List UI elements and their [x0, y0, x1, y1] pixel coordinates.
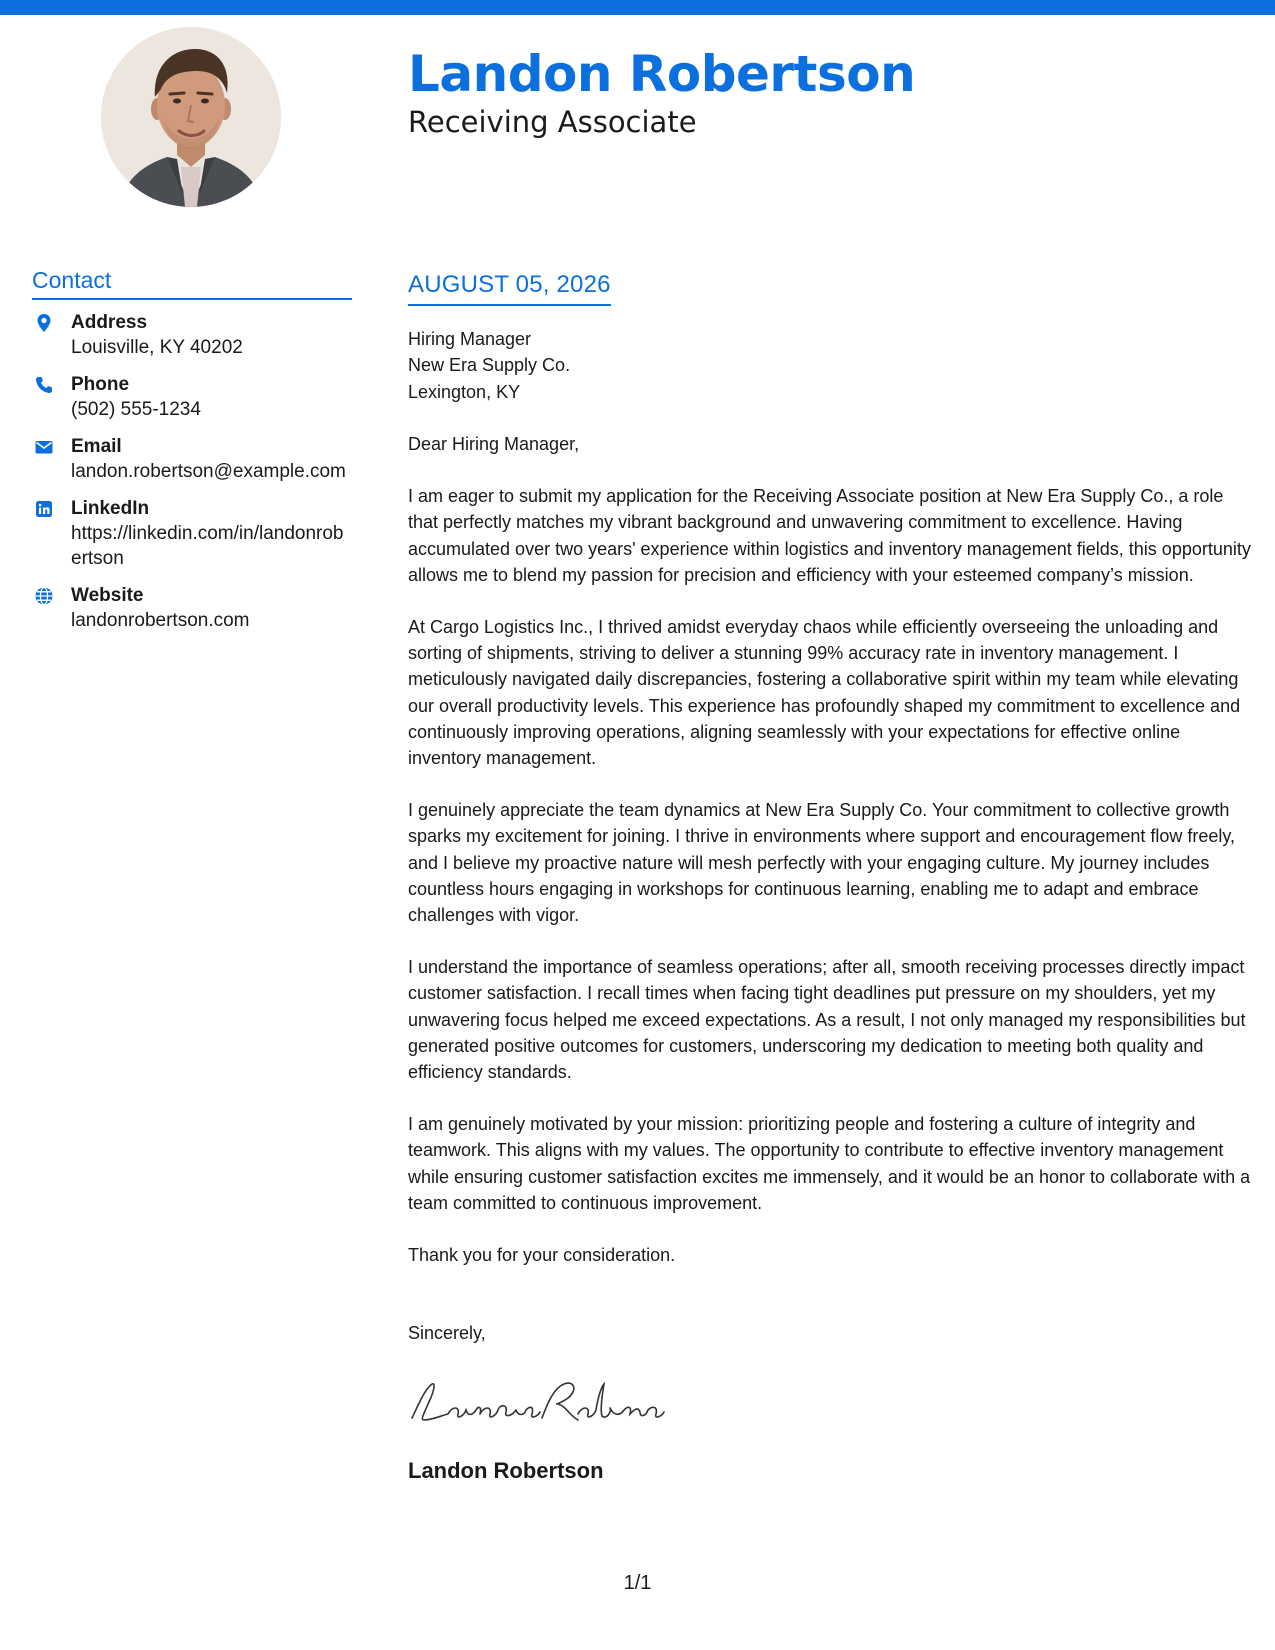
contact-label: Address: [71, 312, 148, 333]
contact-item-website: [32, 583, 352, 633]
linkedin-icon: [34, 499, 54, 519]
contact-label: Website: [71, 585, 144, 606]
contact-item-phone: [32, 372, 352, 422]
globe-icon: [34, 586, 54, 606]
email-link[interactable]: landon.robertson@example.com: [71, 461, 346, 482]
page-number: 1/1: [623, 1572, 652, 1594]
candidate-name: Landon Robertson: [408, 45, 916, 103]
contact-heading: Contact: [32, 264, 352, 300]
envelope-icon: [34, 437, 54, 457]
recipient-line: New Era Supply Co.: [408, 355, 571, 376]
recipient-line: Hiring Manager: [408, 329, 532, 349]
salutation: Dear Hiring Manager,: [408, 433, 580, 454]
contact-item-address: [32, 310, 352, 360]
handwritten-signature: [408, 1376, 1253, 1432]
body-paragraph: I am eager to submit my application for the Receiving Associate position at New Era Supply Co., a role that perfectly matches my vibrant background and unwavering commitment to excellence. Having accumulated over two years' experience within logistics and inventory management fields, this opportunity allows me to blend my passion for precision and efficiency with your esteemed company’s mission.: [408, 486, 1251, 585]
recipient-line: Lexington, KY: [408, 381, 521, 402]
body-paragraph: I genuinely appreciate the team dynamics at New Era Supply Co. Your commitment to collective growth sparks my excitement for joining. I thrive in environments where support and encouragement flow freely, and I believe my proactive nature will mesh perfectly with your engaging culture. My journey includes countless hours engaging in workshops for continuous learning, enabling me to adapt and embrace challenges with vigor.: [408, 800, 1236, 925]
signed-name: Landon Robertson: [408, 1458, 604, 1484]
body-paragraph: I am genuinely motivated by your mission: prioritizing people and fostering a culture of integrity and teamwork. This aligns with my values. The opportunity to contribute to effective inventory management while ensuring customer satisfaction excites me immensely, and it would be an honor to collaborate with a team committed to continuous improvement.: [408, 1114, 1251, 1213]
website-link[interactable]: landonrobertson.com: [71, 610, 250, 631]
contact-item-linkedin: [32, 496, 352, 571]
closing: Sincerely,: [408, 1323, 486, 1344]
body-paragraph: Thank you for your consideration.: [408, 1244, 676, 1265]
candidate-job-title: Receiving Associate: [408, 105, 697, 139]
address-value: Louisville, KY 40202: [71, 337, 243, 358]
contact-label: Email: [71, 436, 122, 457]
letter-body: [408, 268, 1253, 1486]
contact-label: LinkedIn: [71, 498, 150, 519]
linkedin-link[interactable]: https://linkedin.com/in/landonrobertson: [71, 523, 344, 569]
map-pin-icon: [34, 313, 54, 333]
letter-date: AUGUST 05, 2026: [408, 268, 611, 306]
contact-sidebar: [32, 264, 352, 645]
phone-value[interactable]: (502) 555-1234: [71, 399, 201, 420]
profile-photo: [101, 27, 281, 207]
body-paragraph: I understand the importance of seamless operations; after all, smooth receiving processes directly impact customer satisfaction. I recall times when facing tight deadlines put pressure on my shoulders, yet my unwavering focus helped me exceed expectations. As a result, I not only managed my responsibilities but generated positive outcomes for customers, underscoring my dedication to meeting both quality and efficiency standards.: [408, 957, 1246, 1082]
body-paragraph: At Cargo Logistics Inc., I thrived amidst everyday chaos while efficiently overseeing the unloading and sorting of shipments, striving to deliver a stunning 99% accuracy rate in inventory management. I meticulously navigated daily discrepancies, fostering a collaborative spirit within my team while elevating our overall productivity levels. This experience has profoundly shaped my commitment to excellence and continuously improving operations, aligning seamlessly with your expectations for effective online inventory management.: [408, 616, 1241, 768]
contact-item-email: [32, 434, 352, 484]
phone-icon: [34, 375, 54, 395]
recipient-block: [408, 326, 1253, 405]
contact-label: Phone: [71, 374, 130, 395]
accent-top-bar: [0, 0, 1275, 15]
